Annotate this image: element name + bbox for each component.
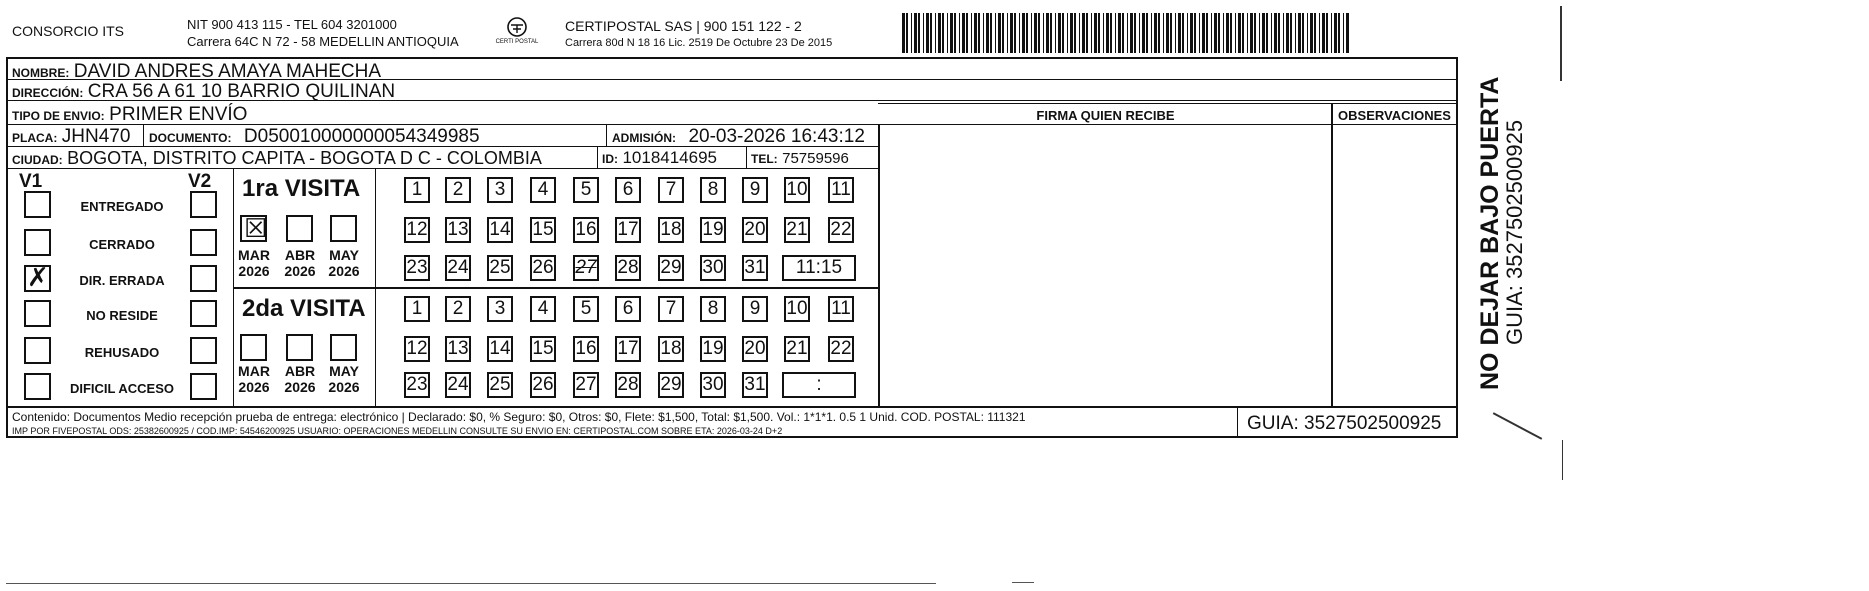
first-visit-day-17[interactable]: 17 [615, 217, 641, 243]
barcode-bar [1307, 13, 1308, 53]
month-name: MAR [238, 363, 270, 379]
first-visit-day-9[interactable]: 9 [742, 177, 768, 203]
second-visit-day-15[interactable]: 15 [530, 336, 556, 362]
barcode-bar [1262, 13, 1265, 53]
v2-checkbox[interactable] [190, 373, 217, 400]
barcode-bar [1058, 13, 1061, 53]
side-guide-number: GUIA: 3527502500925 [1502, 119, 1527, 345]
first-visit-day-28[interactable]: 28 [615, 255, 641, 281]
barcode-bar [1322, 13, 1325, 53]
first-visit-day-30[interactable]: 30 [700, 255, 726, 281]
status-reason-label: REHUSADO [84, 345, 160, 360]
barcode-bar [930, 13, 932, 53]
id-value: 1018414695 [622, 148, 717, 167]
first-visit-day-13[interactable]: 13 [445, 217, 471, 243]
barcode-bar [1110, 13, 1112, 53]
month-year: 2026 [328, 263, 360, 279]
second-visit-day-1[interactable]: 1 [404, 296, 430, 322]
barcode-bar [1163, 13, 1164, 53]
address-row [12, 82, 395, 101]
barcode-bar [935, 13, 936, 53]
second-visit-day-17[interactable]: 17 [615, 336, 641, 362]
barcode-bar [1070, 13, 1073, 53]
plate-value: JHN470 [61, 126, 131, 147]
barcode-bar [1326, 13, 1328, 53]
second-visit-day-7[interactable]: 7 [658, 296, 684, 322]
admission-label: ADMISIÓN: [612, 131, 676, 145]
second-visit-day-8[interactable]: 8 [700, 296, 726, 322]
status-reason-label: DIFICIL ACCESO [69, 381, 174, 396]
barcode-bar [1139, 13, 1140, 53]
barcode-bar [1142, 13, 1145, 53]
month-year: 2026 [284, 263, 316, 279]
barcode-bar [1079, 13, 1080, 53]
barcode-bar [1283, 13, 1284, 53]
barcode-bar [1175, 13, 1176, 53]
barcode-bar [918, 13, 920, 53]
month-name: MAY [329, 247, 359, 263]
second-visit-day-13[interactable]: 13 [445, 336, 471, 362]
barcode-bar [990, 13, 992, 53]
barcode-bar [947, 13, 948, 53]
barcode-bar [1007, 13, 1008, 53]
first-visit-day-31[interactable]: 31 [742, 255, 768, 281]
document-row [149, 127, 480, 146]
first-visit-day-27[interactable]: 27 [573, 255, 599, 281]
v1-header: V1 [19, 171, 43, 192]
barcode-bar [1166, 13, 1169, 53]
first-visit-day-19[interactable]: 19 [700, 217, 726, 243]
barcode-bar [1082, 13, 1085, 53]
month-year: 2026 [238, 263, 270, 279]
side-warning: NO DEJAR BAJO PUERTA [1476, 76, 1504, 390]
document-label: DOCUMENTO: [149, 131, 232, 145]
barcode-bar [998, 13, 1001, 53]
first-visit-day-20[interactable]: 20 [742, 217, 768, 243]
month-name: ABR [284, 363, 316, 379]
barcode-bar [1259, 13, 1260, 53]
barcode-bar [1214, 13, 1217, 53]
v2-header: V2 [188, 171, 212, 192]
barcode-bar [1019, 13, 1020, 53]
second-visit-day-19[interactable]: 19 [700, 336, 726, 362]
first-visit-day-11[interactable]: 11 [828, 177, 854, 203]
barcode-bar [1331, 13, 1332, 53]
second-visit-day-18[interactable]: 18 [658, 336, 684, 362]
barcode-bar [1334, 13, 1337, 53]
first-visit-title: 1ra VISITA [242, 175, 361, 202]
first-visit-day-10[interactable]: 10 [784, 177, 810, 203]
barcode-bar [1266, 13, 1268, 53]
v2-checkbox[interactable] [190, 191, 217, 218]
second-visit-day-20[interactable]: 20 [742, 336, 768, 362]
barcode-bar [1310, 13, 1313, 53]
barcode-bar [1127, 13, 1128, 53]
barcode-bar [1235, 13, 1236, 53]
city-label: CIUDAD: [12, 153, 63, 167]
barcode-bar [1302, 13, 1304, 53]
barcode-bar [942, 13, 944, 53]
barcode-bar [938, 13, 941, 53]
second-visit-day-14[interactable]: 14 [487, 336, 513, 362]
barcode-bar [962, 13, 965, 53]
barcode-bar [1187, 13, 1188, 53]
month-year: 2026 [284, 379, 316, 395]
barcode-bar [995, 13, 996, 53]
barcode-bar [1242, 13, 1244, 53]
second-visit-month-label [233, 363, 275, 395]
second-visit-day-27[interactable]: 27 [573, 372, 599, 398]
carrier-address: Carrera 80d N 18 16 Lic. 2519 De Octubre 23 De 2015 [565, 37, 833, 49]
name-row [12, 62, 381, 81]
second-visit-day-11[interactable]: 11 [828, 296, 854, 322]
id-row [602, 149, 717, 167]
first-visit-month-checkbox[interactable] [330, 215, 357, 242]
second-visit-day-6[interactable]: 6 [615, 296, 641, 322]
barcode-bar [983, 13, 984, 53]
first-visit-day-23[interactable]: 23 [404, 255, 430, 281]
city-value: BOGOTA, DISTRITO CAPITA - BOGOTA D C - COLOMBIA [67, 148, 542, 168]
company-name: CONSORCIO ITS [12, 23, 125, 39]
check-x-icon: ✗ [27, 263, 49, 293]
second-visit-day-28[interactable]: 28 [615, 372, 641, 398]
barcode-bar [1170, 13, 1172, 53]
v2-checkbox[interactable] [190, 300, 217, 327]
first-visit-month-label [233, 247, 275, 279]
barcode-bar [1103, 13, 1104, 53]
footer-contents: Contenido: Documentos Medio recepción prueba de entrega: electrónico | Declarado: $0, % Seguro: $0, Otros: $0, Flete: $1,500, Total: $1,500. Vol.: 1*1*1. 0.5 1 Unid. COD. POSTAL: 111321 [12, 410, 1026, 424]
month-year: 2026 [238, 379, 270, 395]
second-visit-time-field[interactable]: : [782, 372, 856, 398]
type-row [12, 105, 247, 124]
barcode-bar [1055, 13, 1056, 53]
second-visit-month-checkbox[interactable] [286, 334, 313, 361]
barcode-bar [911, 13, 912, 53]
first-visit-day-6[interactable]: 6 [615, 177, 641, 203]
first-visit-day-16[interactable]: 16 [573, 217, 599, 243]
scan-mark [1493, 412, 1543, 440]
second-visit-day-26[interactable]: 26 [530, 372, 556, 398]
second-visit-day-22[interactable]: 22 [828, 336, 854, 362]
barcode-bar [1031, 13, 1032, 53]
barcode-bar [906, 13, 908, 53]
first-visit-day-29[interactable]: 29 [658, 255, 684, 281]
first-visit-day-14[interactable]: 14 [487, 217, 513, 243]
first-visit-month-label [279, 247, 321, 279]
barcode-bar [1271, 13, 1272, 53]
barcode-bar [959, 13, 960, 53]
certipostal-logo: CERTI POSTAL [494, 16, 540, 50]
second-visit-day-24[interactable]: 24 [445, 372, 471, 398]
month-name: MAY [329, 363, 359, 379]
barcode-bar [1014, 13, 1016, 53]
barcode-bar [1002, 13, 1004, 53]
barcode-bar [971, 13, 972, 53]
first-visit-day-4[interactable]: 4 [530, 177, 556, 203]
barcode-bar [1086, 13, 1088, 53]
barcode-bar [914, 13, 917, 53]
barcode-bar [1130, 13, 1133, 53]
second-visit-day-12[interactable]: 12 [404, 336, 430, 362]
barcode-bar [1298, 13, 1301, 53]
barcode-bar [974, 13, 977, 53]
address-label: DIRECCIÓN: [12, 86, 84, 100]
v1-checkbox[interactable] [24, 229, 51, 256]
v1-checkbox[interactable] [24, 337, 51, 364]
v1-checkbox[interactable] [24, 265, 51, 292]
barcode-bar [1178, 13, 1181, 53]
barcode-bar [1286, 13, 1289, 53]
barcode-bar [1278, 13, 1280, 53]
barcode-bar [1094, 13, 1097, 53]
barcode-bar [1154, 13, 1157, 53]
v1-checkbox[interactable] [24, 373, 51, 400]
second-visit-month-checkbox[interactable] [240, 334, 267, 361]
second-visit-month-checkbox[interactable] [330, 334, 357, 361]
second-visit-day-3[interactable]: 3 [487, 296, 513, 322]
v2-checkbox[interactable] [190, 229, 217, 256]
first-visit-time-field[interactable]: 11:15 [782, 255, 856, 281]
barcode-bar [1115, 13, 1116, 53]
carrier-name: CERTIPOSTAL SAS | 900 151 122 - 2 [565, 18, 802, 34]
barcode-bar [1238, 13, 1241, 53]
second-visit-day-9[interactable]: 9 [742, 296, 768, 322]
barcode-bar [1010, 13, 1013, 53]
barcode-bar [1062, 13, 1064, 53]
barcode-bar [1226, 13, 1229, 53]
first-visit-day-24[interactable]: 24 [445, 255, 471, 281]
id-label: ID: [602, 152, 618, 166]
barcode-bar [986, 13, 989, 53]
barcode-bar [1199, 13, 1200, 53]
second-visit-month-label [279, 363, 321, 395]
barcode-bar [1106, 13, 1109, 53]
barcode-bar [1343, 13, 1344, 53]
first-visit-day-25[interactable]: 25 [487, 255, 513, 281]
second-visit-day-31[interactable]: 31 [742, 372, 768, 398]
first-visit-day-18[interactable]: 18 [658, 217, 684, 243]
barcode-bar [1314, 13, 1316, 53]
second-visit-day-5[interactable]: 5 [573, 296, 599, 322]
city-row [12, 149, 542, 168]
barcode-bar [1098, 13, 1100, 53]
status-reason-label: DIR. ERRADA [79, 273, 165, 288]
month-year: 2026 [328, 379, 360, 395]
barcode [902, 13, 1352, 53]
company-address: Carrera 64C N 72 - 58 MEDELLIN ANTIOQUIA [187, 34, 459, 49]
first-visit-day-15[interactable]: 15 [530, 217, 556, 243]
month-name: ABR [284, 247, 316, 263]
v2-checkbox[interactable] [190, 337, 217, 364]
barcode-bar [1230, 13, 1232, 53]
second-visit-day-25[interactable]: 25 [487, 372, 513, 398]
barcode-bar [1211, 13, 1212, 53]
barcode-bar [1022, 13, 1025, 53]
first-visit-day-3[interactable]: 3 [487, 177, 513, 203]
second-visit-title: 2da VISITA [242, 295, 366, 322]
first-visit-day-1[interactable]: 1 [404, 177, 430, 203]
barcode-bar [978, 13, 980, 53]
barcode-bar [1122, 13, 1124, 53]
barcode-bar [1043, 13, 1044, 53]
type-value: PRIMER ENVÍO [109, 104, 248, 125]
signature-header: FIRMA QUIEN RECIBE [1036, 108, 1175, 123]
v1-checkbox[interactable] [24, 300, 51, 327]
barcode-bar [954, 13, 956, 53]
status-reason-label: ENTREGADO [80, 199, 164, 214]
signature-area[interactable] [880, 126, 1330, 405]
barcode-bar [1034, 13, 1037, 53]
barcode-bar [1295, 13, 1296, 53]
barcode-bar [1319, 13, 1320, 53]
barcode-bar [1346, 13, 1349, 53]
tel-value: 75759596 [782, 150, 849, 167]
plate-label: PLACA: [12, 131, 58, 145]
barcode-bar [1254, 13, 1256, 53]
name-value: DAVID ANDRES AMAYA MAHECHA [73, 61, 382, 82]
barcode-bar [1050, 13, 1052, 53]
first-visit-day-7[interactable]: 7 [658, 177, 684, 203]
barcode-bar [1223, 13, 1224, 53]
barcode-bar [923, 13, 924, 53]
barcode-bar [1026, 13, 1028, 53]
barcode-bar [1038, 13, 1040, 53]
footer-guide-number: GUIA: 3527502500925 [1247, 413, 1442, 434]
tel-row [751, 151, 849, 167]
check-x-icon: ☒ [244, 214, 268, 244]
address-value: CRA 56 A 61 10 BARRIO QUILINAN [87, 81, 396, 102]
barcode-bar [1067, 13, 1068, 53]
barcode-bar [1218, 13, 1220, 53]
barcode-bar [1290, 13, 1292, 53]
barcode-bar [1158, 13, 1160, 53]
second-visit-day-2[interactable]: 2 [445, 296, 471, 322]
barcode-bar [1194, 13, 1196, 53]
plate-row [12, 127, 130, 146]
tel-label: TEL: [751, 152, 778, 166]
barcode-bar [1274, 13, 1277, 53]
status-reason-label: CERRADO [89, 237, 155, 252]
barcode-bar [1074, 13, 1076, 53]
observations-header: OBSERVACIONES [1338, 108, 1451, 123]
barcode-bar [1206, 13, 1208, 53]
first-visit-month-checkbox[interactable] [240, 215, 267, 242]
second-visit-day-10[interactable]: 10 [784, 296, 810, 322]
admission-value: 20-03-2026 16:43:12 [688, 126, 865, 147]
barcode-bar [926, 13, 929, 53]
first-visit-day-22[interactable]: 22 [828, 217, 854, 243]
second-visit-day-29[interactable]: 29 [658, 372, 684, 398]
first-visit-month-label [323, 247, 365, 279]
first-visit-day-26[interactable]: 26 [530, 255, 556, 281]
first-visit-day-21[interactable]: 21 [784, 217, 810, 243]
second-visit-day-30[interactable]: 30 [700, 372, 726, 398]
admission-row [612, 127, 865, 146]
barcode-bar [1091, 13, 1092, 53]
footer-print-info: IMP POR FIVEPOSTAL ODS: 25382600925 / COD.IMP: 54546200925 USUARIO: OPERACIONES MEDELLIN CONSULTE SU ENVIO EN: CERTIPOSTAL.COM SOBRE ETA: 2026-03-24 D+2 [12, 426, 783, 436]
barcode-bar [1134, 13, 1136, 53]
second-visit-day-21[interactable]: 21 [784, 336, 810, 362]
second-visit-day-23[interactable]: 23 [404, 372, 430, 398]
type-label: TIPO DE ENVIO: [12, 109, 105, 123]
v2-checkbox[interactable] [190, 265, 217, 292]
barcode-bar [1182, 13, 1184, 53]
barcode-bar [1118, 13, 1121, 53]
second-visit-day-4[interactable]: 4 [530, 296, 556, 322]
observations-area[interactable] [1334, 126, 1455, 405]
barcode-bar [1046, 13, 1049, 53]
barcode-bar [902, 13, 905, 53]
barcode-bar [1151, 13, 1152, 53]
barcode-bar [1190, 13, 1193, 53]
barcode-bar [1146, 13, 1148, 53]
barcode-bar [1202, 13, 1205, 53]
first-visit-day-12[interactable]: 12 [404, 217, 430, 243]
first-visit-month-checkbox[interactable] [286, 215, 313, 242]
second-visit-month-label [323, 363, 365, 395]
barcode-bar [1247, 13, 1248, 53]
first-visit-day-2[interactable]: 2 [445, 177, 471, 203]
barcode-bar [966, 13, 968, 53]
month-name: MAR [238, 247, 270, 263]
v1-checkbox[interactable] [24, 191, 51, 218]
first-visit-day-5[interactable]: 5 [573, 177, 599, 203]
company-nit: NIT 900 413 115 - TEL 604 3201000 [187, 17, 397, 32]
status-reason-label: NO RESIDE [86, 308, 158, 323]
barcode-bar [1250, 13, 1253, 53]
barcode-bar [1338, 13, 1340, 53]
document-value: D050010000000054349985 [243, 126, 480, 147]
barcode-bar [950, 13, 953, 53]
second-visit-day-16[interactable]: 16 [573, 336, 599, 362]
name-label: NOMBRE: [12, 66, 70, 80]
first-visit-day-8[interactable]: 8 [700, 177, 726, 203]
